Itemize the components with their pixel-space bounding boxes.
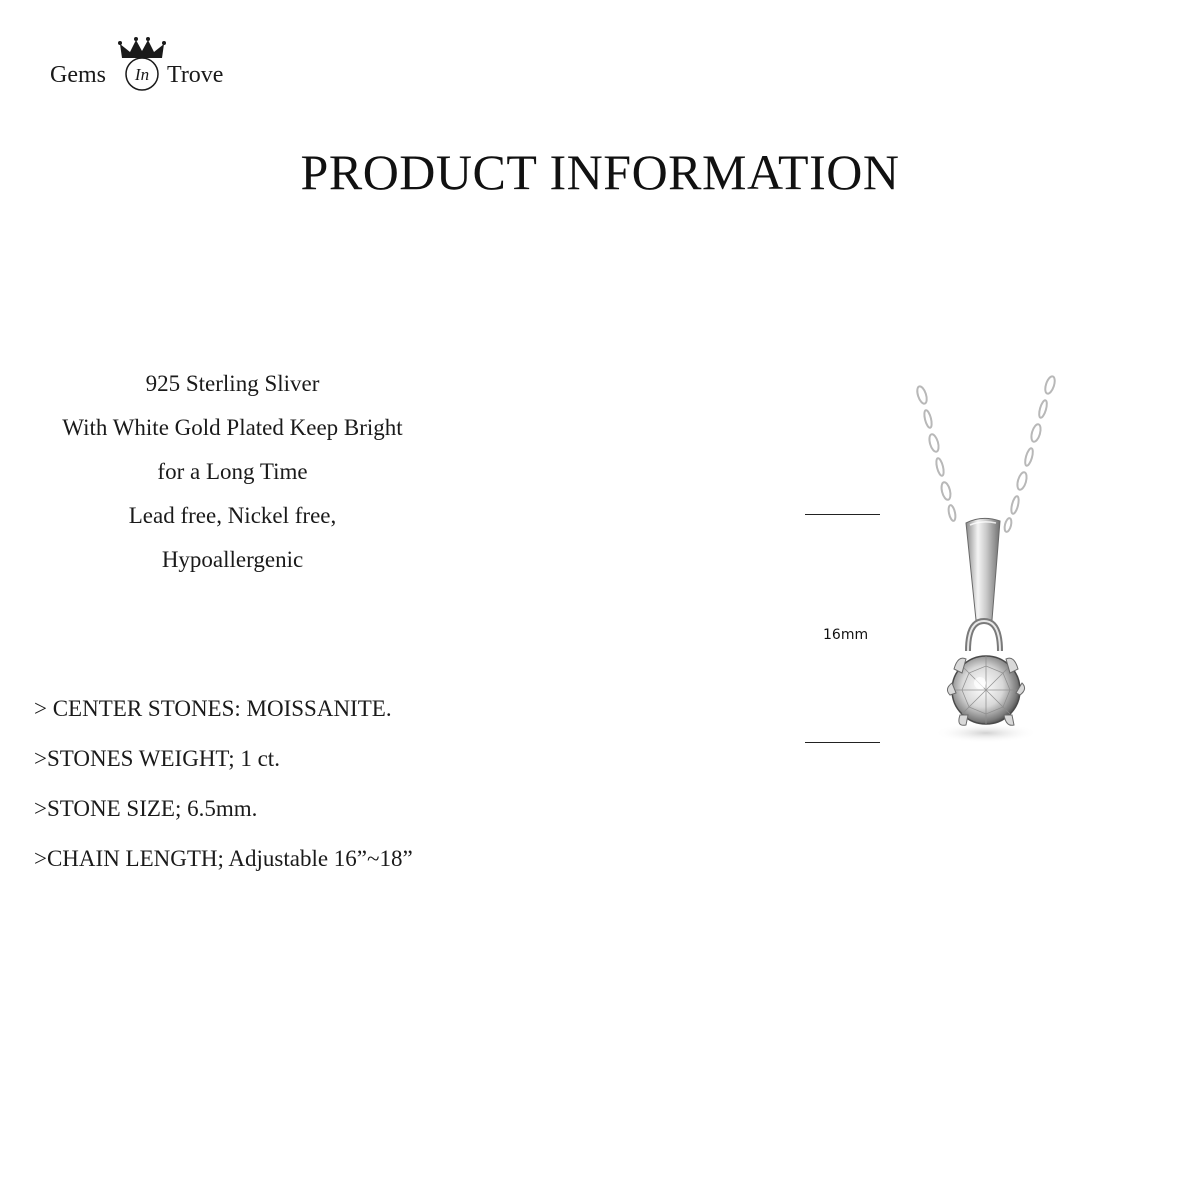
product-description xyxy=(20,362,445,582)
brand-name-left: Gems xyxy=(50,62,106,88)
dimension-label: 16mm xyxy=(823,627,869,643)
spec-stone-size: >STONE SIZE; 6.5mm. xyxy=(34,796,258,821)
dimension-line-top xyxy=(805,514,880,515)
description-line: Hypoallergenic xyxy=(161,547,304,572)
crown-monogram-icon xyxy=(116,36,168,92)
product-specs xyxy=(34,684,413,884)
dimension-line-bottom xyxy=(805,742,880,743)
description-line: Lead free, Nickel free, xyxy=(128,503,337,528)
spec-center-stone: > CENTER STONES: MOISSANITE. xyxy=(34,696,392,721)
pendant-necklace-image xyxy=(900,355,1075,765)
description-line: 925 Sterling Sliver xyxy=(145,371,320,396)
description-line: With White Gold Plated Keep Bright xyxy=(62,415,403,440)
spec-stone-weight: >STONES WEIGHT; 1 ct. xyxy=(34,746,280,771)
brand-name-right: Trove xyxy=(167,62,224,88)
description-line: for a Long Time xyxy=(157,459,308,484)
brand-monogram: In xyxy=(134,65,150,84)
page-title: PRODUCT INFORMATION xyxy=(300,144,900,200)
spec-chain-length: >CHAIN LENGTH; Adjustable 16”~18” xyxy=(34,846,413,871)
brand-logo xyxy=(50,36,250,96)
